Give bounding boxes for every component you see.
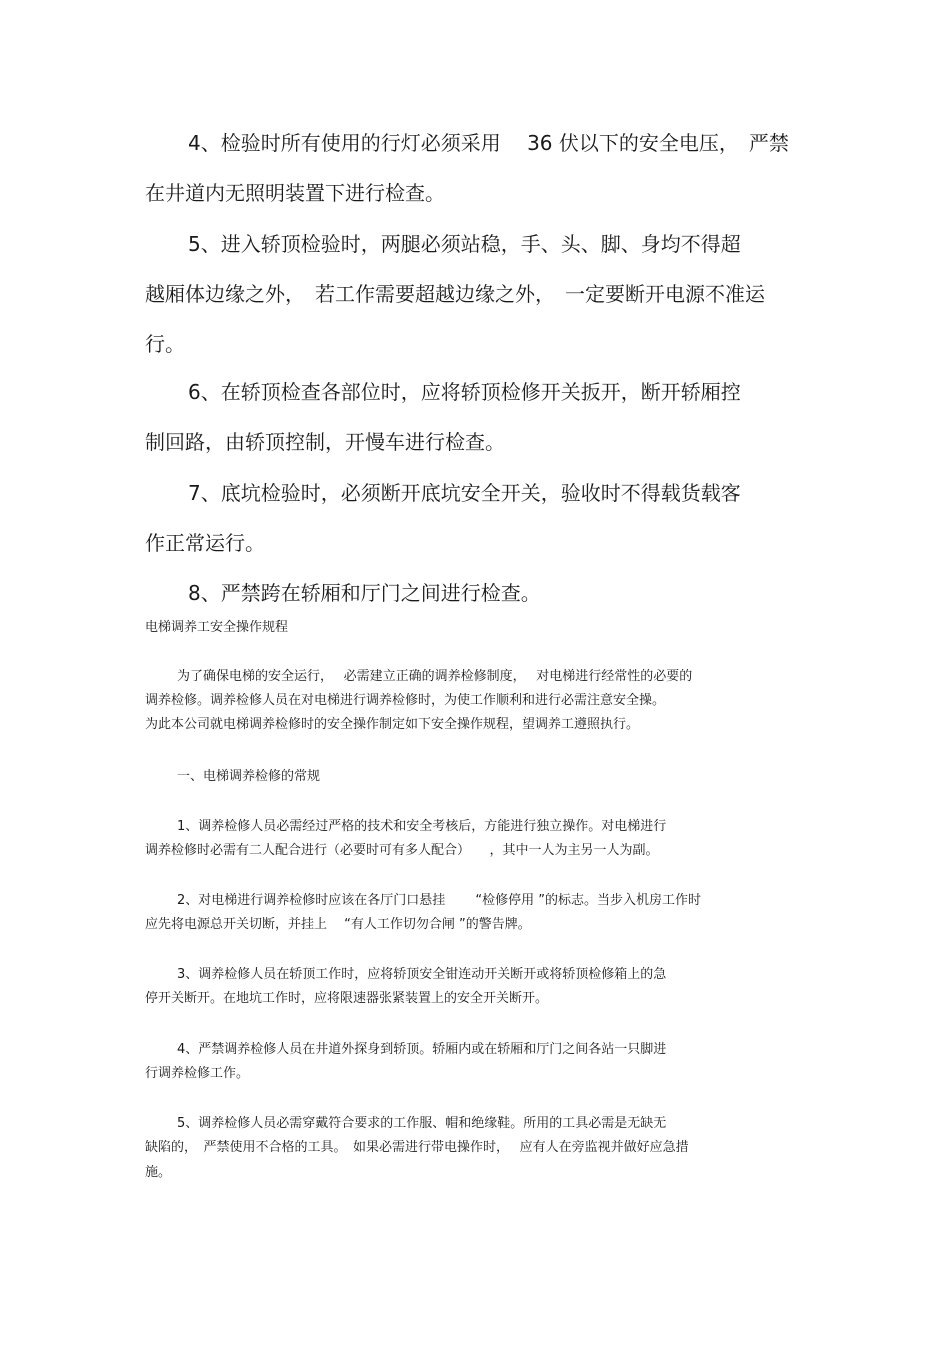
item-4-line-2: 在井道内无照明装置下进行检查。 (145, 181, 445, 205)
regulation-title: 电梯调养工安全操作规程 (145, 620, 289, 635)
rule-4-line-2: 行调养检修工作。 (145, 1066, 250, 1081)
item-6-line-1: 6、在轿顶检查各部位时，应将轿顶检修开关扳开，断开轿厢控 (188, 380, 741, 404)
intro-line-1: 为了确保电梯的安全运行， 必需建立正确的调养检修制度， 对电梯进行经常性的必要的 (177, 669, 693, 684)
item-7-line-1: 7、底坑检验时，必须断开底坑安全开关，验收时不得载货载客 (188, 481, 741, 505)
rule-3-line-2: 停开关断开。在地坑工作时，应将限速器张紧装置上的安全开关断开。 (145, 991, 549, 1006)
item-5-line-1: 5、进入轿顶检验时，两腿必须站稳，手、头、脚、身均不得超 (188, 232, 741, 256)
item-6-line-2: 制回路，由轿顶控制，开慢车进行检查。 (145, 430, 505, 454)
item-5-line-3: 行。 (145, 332, 185, 356)
rule-2-line-2: 应先将电源总开关切断，并挂上 “有人工作切勿合闸 ”的警告牌。 (145, 917, 531, 932)
intro-line-3: 为此本公司就电梯调养检修时的安全操作制定如下安全操作规程，望调养工遵照执行。 (145, 717, 640, 732)
item-5-line-2: 越厢体边缘之外， 若工作需要超越边缘之外， 一定要断开电源不准运 (145, 282, 765, 306)
item-7-line-2: 作正常运行。 (145, 531, 265, 555)
rule-1-line-2: 调养检修时必需有二人配合进行（必要时可有多人配合） ，其中一人为主另一人为副。 (145, 843, 659, 858)
rule-4-line-1: 4、严禁调养检修人员在井道外探身到轿顶。轿厢内或在轿厢和厅门之间各站一只脚进 (177, 1042, 667, 1057)
rule-5-line-1: 5、调养检修人员必需穿戴符合要求的工作服、帽和绝缘鞋。所用的工具必需是无缺无 (177, 1116, 667, 1131)
section-1-heading: 一、电梯调养检修的常规 (177, 769, 321, 784)
intro-line-2: 调养检修。调养检修人员在对电梯进行调养检修时，为使工作顺利和进行必需注意安全操。 (145, 693, 666, 708)
rule-1-line-1: 1、调养检修人员必需经过严格的技术和安全考核后，方能进行独立操作。对电梯进行 (177, 819, 667, 834)
rule-5-line-3: 施。 (145, 1165, 172, 1180)
rule-2-line-1: 2、对电梯进行调养检修时应该在各厅门口悬挂 “检修停用 ”的标志。当步入机房工作时 (177, 893, 702, 908)
item-8-line-1: 8、严禁跨在轿厢和厅门之间进行检查。 (188, 581, 541, 605)
item-4-line-1: 4、检验时所有使用的行灯必须采用 36 伏以下的安全电压， 严禁 (188, 131, 789, 155)
rule-5-line-2: 缺陷的， 严禁使用不合格的工具。 如果必需进行带电操作时， 应有人在旁监视并做好应急措 (145, 1140, 689, 1155)
rule-3-line-1: 3、调养检修人员在轿顶工作时，应将轿顶安全钳连动开关断开或将轿顶检修箱上的急 (177, 967, 667, 982)
